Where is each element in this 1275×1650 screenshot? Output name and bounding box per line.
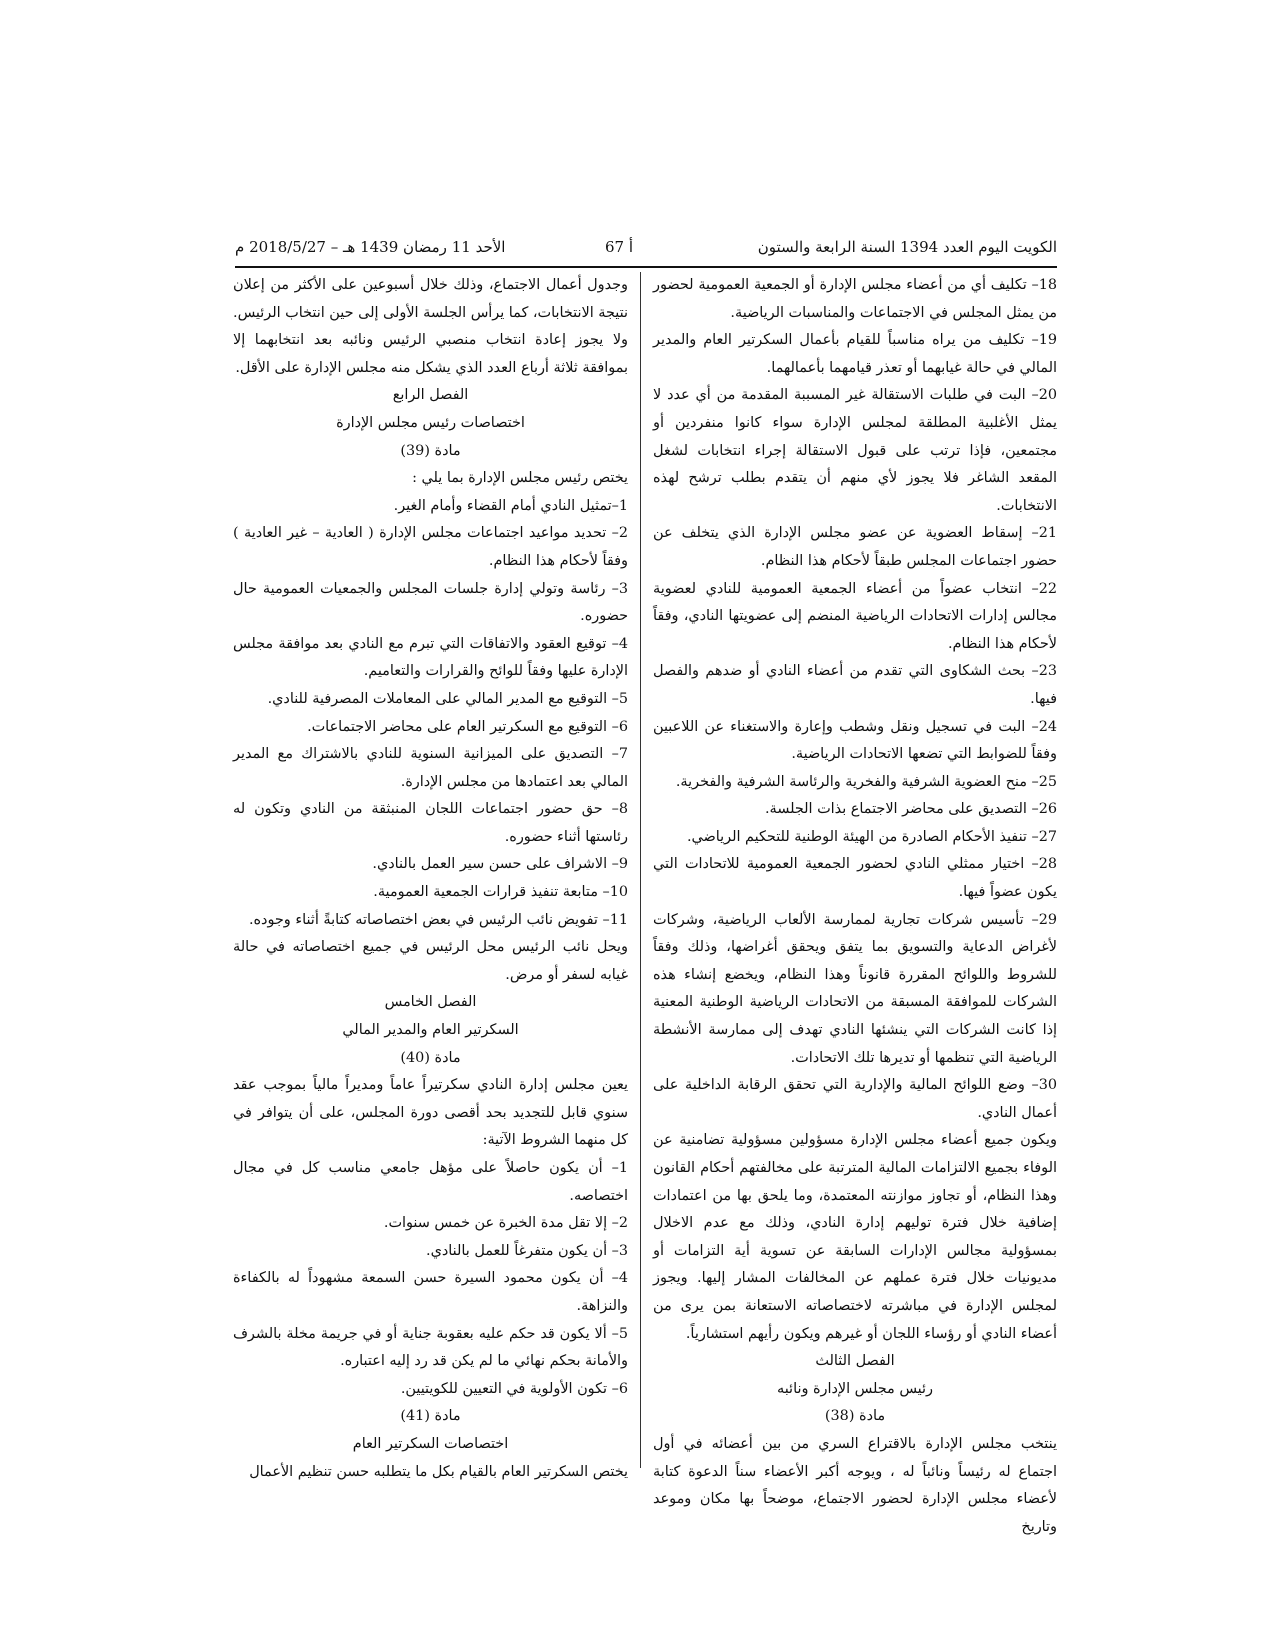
header-page-number: أ 67 [605,238,634,256]
item-18: 18– تكليف أي من أعضاء مجلس الإدارة أو الجمعية العمومية لحضور من يمثل المجلس في الاجتماعات والمناسبات الرياضية. [653,277,1057,321]
page-header [235,238,1057,264]
article-40-item: 1– أن يكون حاصلاً على مؤهل جامعي مناسب كل في مجال اختصاصه. [233,1160,628,1204]
article-39-outro: ويحل نائب الرئيس محل الرئيس في جميع اختصاصاته في حالة غيابه لسفر أو مرض. [233,939,628,983]
article-39-heading: مادة (39) [400,442,461,459]
header-rule [235,266,1057,268]
liability-paragraph: ويكون جميع أعضاء مجلس الإدارة مسؤولين مسؤولية تضامنية عن الوفاء بجميع الالتزامات المالية المترتبة على مخالفتهم أحكام القانون وهذا النظام، أو تجاوز موازنته المعتمدة، وما يلحق بها من اعتمادات إضافية خلال فترة توليهم إدارة النادي، وذلك مع عدم الاخلال بمسؤولية مجالس الإدارات السابقة عن تسوية أية التزامات أو مديونيات خلال فترة عملهم عن المخالفات المشار إليها. ويجوز لمجلس الإدارة في مباشرته لاختصاصاته الاستعانة بمن يرى من أعضاء النادي أو رؤساء اللجان أو غيرهم ويكون رأيهم استشارياً. [653,1132,1057,1342]
chapter-4-heading: الفصل الرابع [392,387,469,404]
article-40-item: 5– ألا يكون قد حكم عليه بعقوبة جناية أو في جريمة مخلة بالشرف والأمانة بحكم نهائي ما لم يكن قد رد إليه اعتباره. [233,1325,628,1370]
article-39-item: 3– رئاسة وتولي إدارة جلسات المجلس والجمعيات العمومية حال حضوره. [233,580,628,625]
item-26: 26– التصديق على محاضر الاجتماع بذات الجلسة. [764,801,1057,818]
chapter-5-title: السكرتير العام والمدير المالي [342,1022,519,1039]
article-38-continuation: وجدول أعمال الاجتماع، وذلك خلال أسبوعين على الأكثر من إعلان نتيجة الانتخابات، كما يرأس الجلسة الأولى إلى حين انتخاب الرئيس. ولا يجوز إعادة انتخاب منصبي الرئيس ونائبه بعد انتخابهما إلا بموافقة ثلاثة أرباع العدد الذي يشكل منه مجلس الإدارة على الأقل. [233,277,628,376]
article-39-item: 10– متابعة تنفيذ قرارات الجمعية العمومية. [373,884,628,901]
item-20: 20– البت في طلبات الاستقالة غير المسببة المقدمة من أي عدد لا يمثل الأغلبية المطلقة لمجلس الإدارة سواء كانوا منفردين أو مجتمعين، فإذا ترتب على قبول الاستقالة إجراء انتخابات لشغل المقعد الشاغر فلا يجوز لأي منهم أن يتقدم بطلب ترشح لهذه الانتخابات. [653,387,1057,514]
item-27: 27– تنفيذ الأحكام الصادرة من الهيئة الوطنية للتحكيم الرياضي. [686,828,1057,845]
article-40-item: 6– تكون الأولوية في التعيين للكويتيين. [400,1380,628,1397]
left-column [233,272,628,1486]
right-column [653,272,1057,1541]
article-40-item: 4– أن يكون محمود السيرة حسن السمعة مشهوداً له بالكفاءة والنزاهة. [233,1270,628,1314]
article-38-heading: مادة (38) [824,1408,886,1425]
item-19: 19– تكليف من يراه مناسباً للقيام بأعمال السكرتير العام والمدير المالي في حالة غيابهما أو تعذر قيامهما بأعمالهما. [653,332,1057,376]
item-30: 30– وضع اللوائح المالية والإدارية التي تحقق الرقابة الداخلية على أعمال النادي. [653,1077,1057,1121]
item-25: 25– منح العضوية الشرفية والفخرية والرئاسة الشرفية والفخرية. [675,773,1057,790]
item-28: 28– اختيار ممثلي النادي لحضور الجمعية العمومية للاتحادات التي يكون عضواً فيها. [653,856,1057,901]
article-39-item: 11– تفويض نائب الرئيس في بعض اختصاصاته كتابةً أثناء وجوده. [248,911,628,928]
item-22: 22– انتخاب عضواً من أعضاء الجمعية العمومية للنادي لعضوية مجالس إدارات الاتحادات الرياضية المنضم إلى عضويتها النادي، وفقاً لأحكام هذا النظام. [653,580,1057,652]
chapter-3-title: رئيس مجلس الإدارة ونائبه [777,1380,933,1397]
article-40-item: 3– أن يكون متفرغاً للعمل بالنادي. [426,1242,628,1259]
column-divider [640,272,641,1468]
chapter-4-title: اختصاصات رئيس مجلس الإدارة [336,414,525,431]
article-40-item: 2– إلا تقل مدة الخبرة عن خمس سنوات. [383,1215,628,1232]
article-39-item: 2– تحديد مواعيد اجتماعات مجلس الإدارة ( العادية – غير العادية ) وفقاً لأحكام هذا النظام. [233,525,628,569]
item-24: 24– البت في تسجيل ونقل وشطب وإعارة والاستغناء عن اللاعبين وفقاً للضوابط التي تضعها الاتحادات الرياضية. [653,718,1057,763]
item-29: 29– تأسيس شركات تجارية لممارسة الألعاب الرياضية، وشركات لأغراض الدعاية والتسويق بما يتفق ويحقق أغراضها، وذلك وفقاً للشروط واللوائح المقررة قانوناً وهذا النظام، ويخضع إنشاء هذه الشركات للموافقة المسبقة من الاتحادات الرياضية الوطنية المعنية إذا كانت الشركات التي ينشئها النادي تهدف إلى ممارسة الأنشطة الرياضية التي تنظمها أو تديرها تلك الاتحادات. [653,911,1057,1066]
article-39-item: 4– توقيع العقود والاتفاقات التي تبرم مع النادي بعد موافقة مجلس الإدارة عليها وفقاً للوائح والقرارات والتعاميم. [233,635,628,680]
header-date: الأحد 11 رمضان 1439 هـ – 2018/5/27 م [235,238,506,256]
article-38-text: ينتخب مجلس الإدارة بالاقتراع السري من بين أعضائه في أول اجتماع له رئيساً ونائباً له ، ويوجه أكبر الأعضاء سناً الدعوة كتابة لأعضاء مجلس الإدارة لحضور الاجتماع، موضحاً بها مكان وموعد وتاريخ [653,1435,1057,1535]
article-39-item: 6– التوقيع مع السكرتير العام على محاضر الاجتماعات. [307,718,628,735]
article-39-intro: يختص رئيس مجلس الإدارة بما يلي : [412,470,628,487]
article-41-text: يختص السكرتير العام بالقيام بكل ما يتطلبه حسن تنظيم الأعمال [249,1463,628,1480]
article-39-item: 7– التصديق على الميزانية السنوية للنادي بالاشتراك مع المدير المالي بعد اعتمادها من مجلس الإدارة. [233,746,628,790]
article-41-heading: مادة (41) [400,1408,461,1425]
chapter-3-heading: الفصل الثالث [815,1353,895,1370]
article-39-item: 1–تمثيل النادي أمام القضاء وأمام الغير. [393,497,628,514]
item-23: 23– بحث الشكاوى التي تقدم من أعضاء النادي أو ضدهم والفصل فيها. [653,663,1057,707]
article-41-title: اختصاصات السكرتير العام [352,1435,509,1452]
article-40-intro: يعين مجلس إدارة النادي سكرتيراً عاماً ومديراً مالياً بموجب عقد سنوي قابل للتجديد بحد أقصى دورة المجلس، على أن يتوافر في كل منهما الشروط الآتية: [233,1077,628,1149]
article-40-heading: مادة (40) [400,1049,461,1066]
article-39-item: 5– التوقيع مع المدير المالي على المعاملات المصرفية للنادي. [267,690,628,707]
item-21: 21– إسقاط العضوية عن عضو مجلس الإدارة الذي يتخلف عن حضور اجتماعات المجلس طبقاً لأحكام هذا النظام. [653,525,1057,569]
article-39-item: 9– الاشراف على حسن سير العمل بالنادي. [372,856,628,873]
chapter-5-heading: الفصل الخامس [384,994,477,1011]
article-39-item: 8– حق حضور اجتماعات اللجان المنبثقة من النادي وتكون له رئاستها أثناء حضوره. [233,801,628,845]
header-publication: الكويت اليوم العدد 1394 السنة الرابعة والستون [757,238,1057,256]
